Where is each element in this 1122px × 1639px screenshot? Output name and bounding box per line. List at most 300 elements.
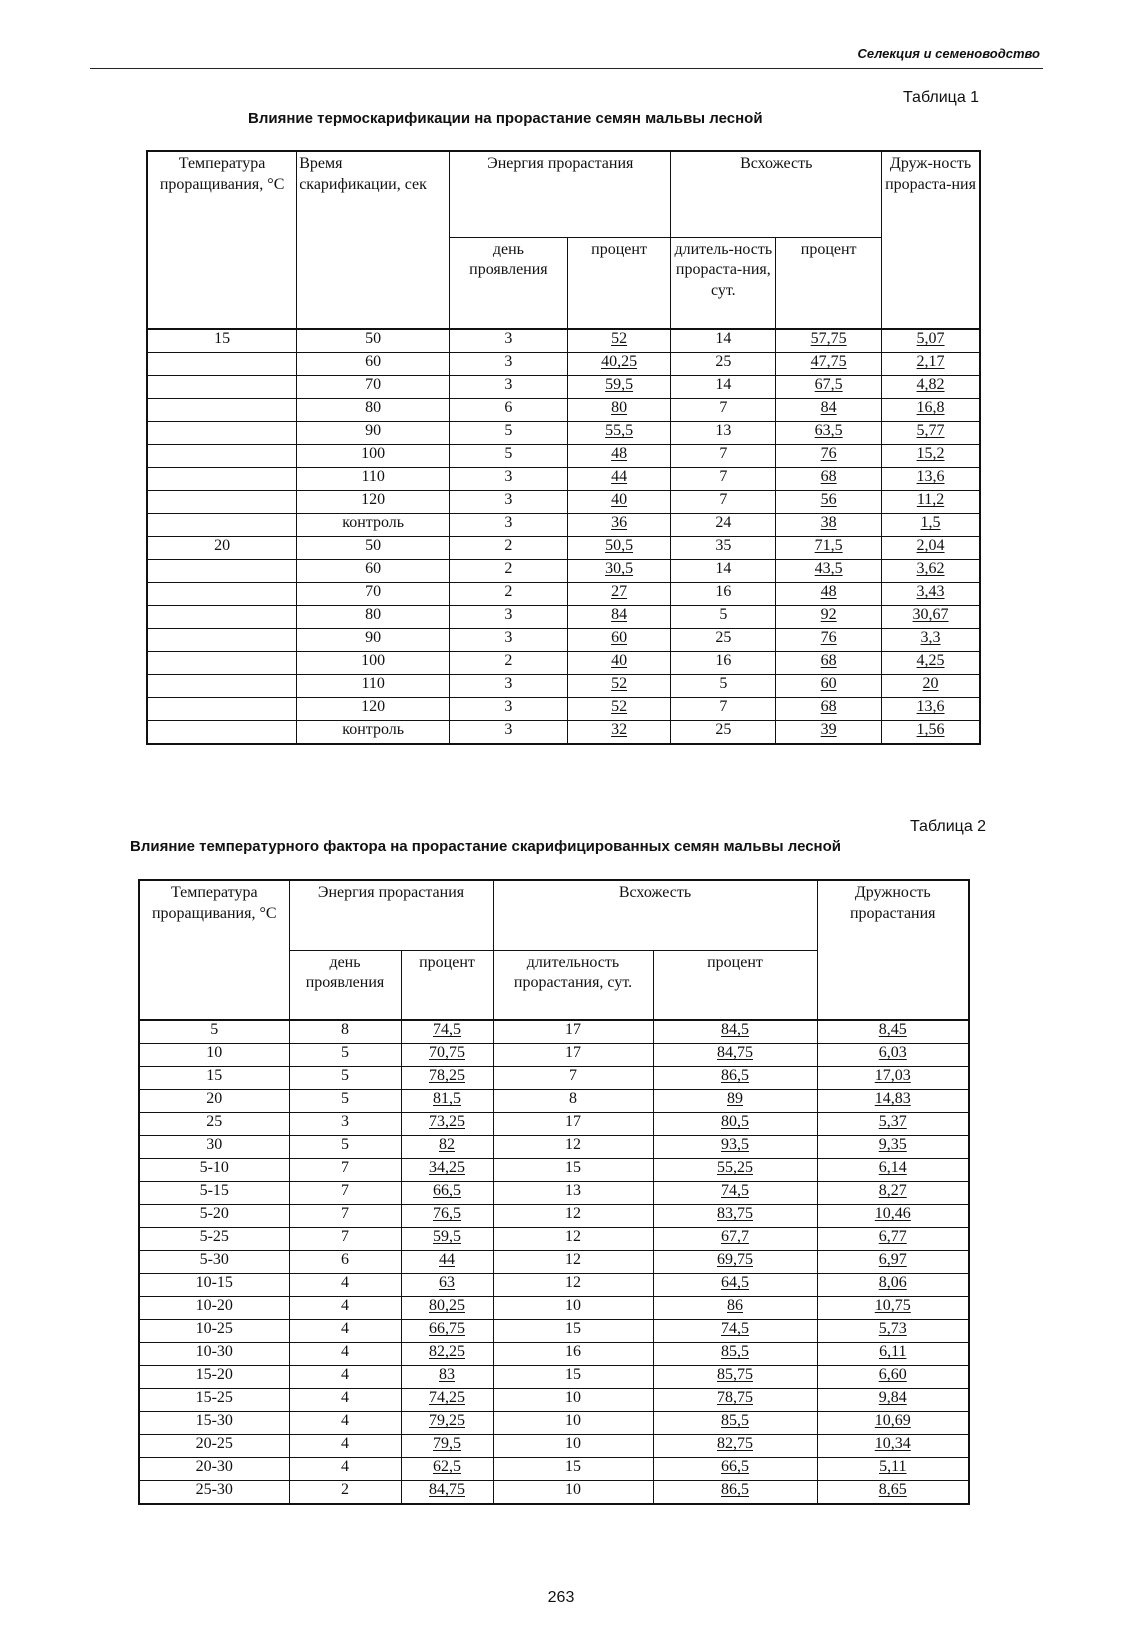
table-cell: 64,5 bbox=[653, 1274, 817, 1297]
table-cell: 34,25 bbox=[401, 1159, 493, 1182]
table-cell: 7 bbox=[671, 399, 776, 422]
table-cell bbox=[147, 445, 297, 468]
table-cell: 44 bbox=[567, 468, 671, 491]
table-cell: 74,25 bbox=[401, 1389, 493, 1412]
table-cell: 3 bbox=[450, 721, 568, 745]
table-cell: 85,75 bbox=[653, 1366, 817, 1389]
table-cell: 6,03 bbox=[817, 1044, 969, 1067]
table-cell: 30 bbox=[139, 1136, 289, 1159]
table-cell: 85,5 bbox=[653, 1412, 817, 1435]
table-cell: 17 bbox=[493, 1113, 653, 1136]
t1-header-percent2: процент bbox=[776, 237, 882, 329]
table-cell: 12 bbox=[493, 1228, 653, 1251]
t1-header-friendliness: Друж-ность прораста-ния bbox=[882, 151, 980, 329]
table-cell: 86,5 bbox=[653, 1481, 817, 1505]
table-cell: 10,46 bbox=[817, 1205, 969, 1228]
table-row bbox=[147, 514, 980, 537]
table-cell: 16,8 bbox=[882, 399, 980, 422]
table-cell: 15-25 bbox=[139, 1389, 289, 1412]
table-cell: 80 bbox=[297, 606, 450, 629]
table-cell bbox=[147, 468, 297, 491]
table-cell: 20 bbox=[147, 537, 297, 560]
table-cell: 7 bbox=[493, 1067, 653, 1090]
table-cell: 4 bbox=[289, 1274, 401, 1297]
table-row bbox=[147, 329, 980, 353]
table-cell bbox=[147, 560, 297, 583]
table-cell: 62,5 bbox=[401, 1458, 493, 1481]
table-cell: 66,5 bbox=[653, 1458, 817, 1481]
table-cell: 66,75 bbox=[401, 1320, 493, 1343]
table-cell: 16 bbox=[671, 652, 776, 675]
table-cell: 35 bbox=[671, 537, 776, 560]
table-cell: 83,75 bbox=[653, 1205, 817, 1228]
t2-header-percent2: процент bbox=[653, 950, 817, 1020]
table-cell: 39 bbox=[776, 721, 882, 745]
table-cell: 79,5 bbox=[401, 1435, 493, 1458]
t2-header-day: день проявления bbox=[289, 950, 401, 1020]
table-cell: 40 bbox=[567, 491, 671, 514]
table-cell: 30,67 bbox=[882, 606, 980, 629]
table-cell: 5 bbox=[289, 1090, 401, 1113]
table-cell: 25 bbox=[671, 629, 776, 652]
table-cell: 14 bbox=[671, 376, 776, 399]
table-cell: 110 bbox=[297, 675, 450, 698]
table-cell: 57,75 bbox=[776, 329, 882, 353]
table-cell: 13,6 bbox=[882, 468, 980, 491]
table-cell: 12 bbox=[493, 1251, 653, 1274]
table-cell: 3 bbox=[450, 329, 568, 353]
table-cell: 8 bbox=[289, 1020, 401, 1044]
table-cell: 3 bbox=[450, 629, 568, 652]
table-cell: 6,14 bbox=[817, 1159, 969, 1182]
t2-header-percent: процент bbox=[401, 950, 493, 1020]
table-cell: 5 bbox=[289, 1044, 401, 1067]
table-cell: 40,25 bbox=[567, 353, 671, 376]
table-cell: 84,75 bbox=[401, 1481, 493, 1505]
table-cell: 10,75 bbox=[817, 1297, 969, 1320]
table-cell: 120 bbox=[297, 491, 450, 514]
table-cell: 3 bbox=[450, 606, 568, 629]
table-cell: 3 bbox=[289, 1113, 401, 1136]
table-cell: 2,17 bbox=[882, 353, 980, 376]
table-row bbox=[147, 629, 980, 652]
table-cell: 10-30 bbox=[139, 1343, 289, 1366]
table-cell: 50,5 bbox=[567, 537, 671, 560]
table-cell: 1,56 bbox=[882, 721, 980, 745]
table2-label: Таблица 2 bbox=[910, 818, 987, 835]
table-cell: 15 bbox=[493, 1458, 653, 1481]
table-cell: 10,69 bbox=[817, 1412, 969, 1435]
table-cell: 10 bbox=[493, 1297, 653, 1320]
t1-header-germination: Всхожесть bbox=[671, 151, 882, 237]
table-cell: 3 bbox=[450, 376, 568, 399]
table-cell: 8,06 bbox=[817, 1274, 969, 1297]
table-cell: 6 bbox=[450, 399, 568, 422]
table-cell bbox=[147, 353, 297, 376]
table-cell: 80,5 bbox=[653, 1113, 817, 1136]
table-cell: 1,5 bbox=[882, 514, 980, 537]
table-cell: 25-30 bbox=[139, 1481, 289, 1505]
table-cell: 76 bbox=[776, 445, 882, 468]
table-cell: 67,7 bbox=[653, 1228, 817, 1251]
table-cell: 4 bbox=[289, 1297, 401, 1320]
table-cell: 5 bbox=[450, 445, 568, 468]
table-cell: 2 bbox=[450, 537, 568, 560]
table-row bbox=[139, 1044, 969, 1067]
table-cell bbox=[147, 422, 297, 445]
table-cell: 10 bbox=[493, 1412, 653, 1435]
table-row bbox=[139, 1297, 969, 1320]
table-cell: 5,73 bbox=[817, 1320, 969, 1343]
table-cell: 5-25 bbox=[139, 1228, 289, 1251]
table-cell: 2 bbox=[450, 583, 568, 606]
table-cell: 80,25 bbox=[401, 1297, 493, 1320]
table-cell: 24 bbox=[671, 514, 776, 537]
table-row bbox=[139, 1113, 969, 1136]
table-cell: 10-15 bbox=[139, 1274, 289, 1297]
table-row bbox=[139, 1205, 969, 1228]
table-cell: 14,83 bbox=[817, 1090, 969, 1113]
table-cell: 67,5 bbox=[776, 376, 882, 399]
table-cell: 70,75 bbox=[401, 1044, 493, 1067]
table-cell: 74,5 bbox=[401, 1020, 493, 1044]
table-cell: 8,65 bbox=[817, 1481, 969, 1505]
table-cell: 3 bbox=[450, 675, 568, 698]
table-cell: 4 bbox=[289, 1366, 401, 1389]
table-cell: 43,5 bbox=[776, 560, 882, 583]
table-row bbox=[147, 353, 980, 376]
table-cell: 5 bbox=[289, 1136, 401, 1159]
table-cell: 4,25 bbox=[882, 652, 980, 675]
table-cell: 6,60 bbox=[817, 1366, 969, 1389]
table-cell: 70 bbox=[297, 376, 450, 399]
table-row bbox=[139, 1343, 969, 1366]
table-cell bbox=[147, 698, 297, 721]
table1 bbox=[146, 150, 981, 745]
table-cell: 6 bbox=[289, 1251, 401, 1274]
table-cell: 59,5 bbox=[401, 1228, 493, 1251]
table-cell: 90 bbox=[297, 422, 450, 445]
table-row bbox=[147, 698, 980, 721]
table-cell: 52 bbox=[567, 698, 671, 721]
table-cell: 7 bbox=[289, 1182, 401, 1205]
table-row bbox=[147, 606, 980, 629]
table-row bbox=[139, 1090, 969, 1113]
table-cell: 48 bbox=[567, 445, 671, 468]
table-cell: 15 bbox=[147, 329, 297, 353]
table-cell: 25 bbox=[671, 353, 776, 376]
table-cell: 6,11 bbox=[817, 1343, 969, 1366]
table-cell: 50 bbox=[297, 329, 450, 353]
table-cell: 68 bbox=[776, 652, 882, 675]
table-cell: 10 bbox=[493, 1435, 653, 1458]
table-cell: 27 bbox=[567, 583, 671, 606]
table-cell: 15-30 bbox=[139, 1412, 289, 1435]
table-cell: 17 bbox=[493, 1020, 653, 1044]
table-cell: 5 bbox=[671, 675, 776, 698]
table-cell: 92 bbox=[776, 606, 882, 629]
table-row bbox=[147, 376, 980, 399]
table-cell: контроль bbox=[297, 721, 450, 745]
table-row bbox=[139, 1458, 969, 1481]
table-row bbox=[139, 1320, 969, 1343]
table-cell: 5 bbox=[289, 1067, 401, 1090]
table-cell: 14 bbox=[671, 560, 776, 583]
table-cell: 63,5 bbox=[776, 422, 882, 445]
table-cell: 84,5 bbox=[653, 1020, 817, 1044]
table-cell: 9,35 bbox=[817, 1136, 969, 1159]
table-cell bbox=[147, 606, 297, 629]
table-row bbox=[139, 1228, 969, 1251]
table-cell: 20 bbox=[139, 1090, 289, 1113]
table-cell: 55,25 bbox=[653, 1159, 817, 1182]
table-cell: 2 bbox=[289, 1481, 401, 1505]
table-cell: 5-30 bbox=[139, 1251, 289, 1274]
table-cell: 3 bbox=[450, 514, 568, 537]
table-cell: 30,5 bbox=[567, 560, 671, 583]
table-cell: 4 bbox=[289, 1343, 401, 1366]
table-cell: 100 bbox=[297, 445, 450, 468]
table-cell bbox=[147, 652, 297, 675]
table-cell: 20-25 bbox=[139, 1435, 289, 1458]
table-cell: 50 bbox=[297, 537, 450, 560]
table-cell: 90 bbox=[297, 629, 450, 652]
table-cell: 8,45 bbox=[817, 1020, 969, 1044]
table-cell: 6,97 bbox=[817, 1251, 969, 1274]
table-cell: 83 bbox=[401, 1366, 493, 1389]
t1-body bbox=[147, 329, 980, 744]
table-cell: 69,75 bbox=[653, 1251, 817, 1274]
t1-header-temperature: Температура проращивания, °С bbox=[147, 151, 297, 329]
table-cell: 25 bbox=[671, 721, 776, 745]
table-cell: 15 bbox=[493, 1159, 653, 1182]
table-cell: 4 bbox=[289, 1435, 401, 1458]
table-cell: 78,25 bbox=[401, 1067, 493, 1090]
table-row bbox=[139, 1159, 969, 1182]
table-cell: 8,27 bbox=[817, 1182, 969, 1205]
table-cell: 12 bbox=[493, 1274, 653, 1297]
table-cell bbox=[147, 399, 297, 422]
table-row bbox=[139, 1020, 969, 1044]
table-cell: 11,2 bbox=[882, 491, 980, 514]
table-cell: 81,5 bbox=[401, 1090, 493, 1113]
table-cell: 9,84 bbox=[817, 1389, 969, 1412]
table-cell: 4,82 bbox=[882, 376, 980, 399]
table-cell: 68 bbox=[776, 468, 882, 491]
table-cell: 2 bbox=[450, 652, 568, 675]
table-cell: 73,25 bbox=[401, 1113, 493, 1136]
table1-title: Влияние термоскарификации на прорастание семян мальвы лесной bbox=[248, 110, 763, 127]
table-cell: 13 bbox=[493, 1182, 653, 1205]
table-cell: 84,75 bbox=[653, 1044, 817, 1067]
table-cell: 84 bbox=[567, 606, 671, 629]
table-cell: 2,04 bbox=[882, 537, 980, 560]
table-cell: 10 bbox=[493, 1389, 653, 1412]
table-cell: 7 bbox=[671, 445, 776, 468]
table-cell: 56 bbox=[776, 491, 882, 514]
table-cell: 12 bbox=[493, 1205, 653, 1228]
table-row bbox=[147, 422, 980, 445]
table-cell: 93,5 bbox=[653, 1136, 817, 1159]
table-row bbox=[139, 1412, 969, 1435]
table-cell: 12 bbox=[493, 1136, 653, 1159]
table-row bbox=[147, 445, 980, 468]
table-cell: 4 bbox=[289, 1412, 401, 1435]
table-cell: 7 bbox=[671, 468, 776, 491]
table-cell bbox=[147, 491, 297, 514]
table-row bbox=[147, 560, 980, 583]
table-cell: 71,5 bbox=[776, 537, 882, 560]
table-cell: 4 bbox=[289, 1458, 401, 1481]
table-row bbox=[147, 675, 980, 698]
table-cell: 10-20 bbox=[139, 1297, 289, 1320]
table-cell: 70 bbox=[297, 583, 450, 606]
table-cell: 3,62 bbox=[882, 560, 980, 583]
table-cell bbox=[147, 721, 297, 745]
table-cell: 80 bbox=[567, 399, 671, 422]
table-cell: 17,03 bbox=[817, 1067, 969, 1090]
table-row bbox=[147, 537, 980, 560]
table-cell: 60 bbox=[776, 675, 882, 698]
table-cell: 60 bbox=[567, 629, 671, 652]
table-cell: 15 bbox=[493, 1366, 653, 1389]
table-cell: 52 bbox=[567, 675, 671, 698]
table-cell: 76,5 bbox=[401, 1205, 493, 1228]
table-cell: 36 bbox=[567, 514, 671, 537]
table-cell: 120 bbox=[297, 698, 450, 721]
table-cell: 3 bbox=[450, 353, 568, 376]
table-cell: 5,07 bbox=[882, 329, 980, 353]
table-cell: 2 bbox=[450, 560, 568, 583]
table2-title: Влияние температурного фактора на прорастание скарифицированных семян мальвы лесной bbox=[130, 838, 841, 855]
table-row bbox=[139, 1435, 969, 1458]
table-cell: 44 bbox=[401, 1251, 493, 1274]
table-cell: 14 bbox=[671, 329, 776, 353]
table-cell: 74,5 bbox=[653, 1182, 817, 1205]
table-cell: 86 bbox=[653, 1297, 817, 1320]
table-cell: 15,2 bbox=[882, 445, 980, 468]
table-cell: 4 bbox=[289, 1389, 401, 1412]
t2-header-germination: Всхожесть bbox=[493, 880, 817, 950]
table-cell: 5,11 bbox=[817, 1458, 969, 1481]
table-cell: 82,25 bbox=[401, 1343, 493, 1366]
table-cell: 3 bbox=[450, 468, 568, 491]
table-cell: 8 bbox=[493, 1090, 653, 1113]
t2-header-duration: длительность прорастания, сут. bbox=[493, 950, 653, 1020]
table-cell: 85,5 bbox=[653, 1343, 817, 1366]
table-row bbox=[147, 583, 980, 606]
table-cell: 68 bbox=[776, 698, 882, 721]
table-cell: 17 bbox=[493, 1044, 653, 1067]
header-rule bbox=[90, 68, 1043, 69]
table-cell: 20-30 bbox=[139, 1458, 289, 1481]
table-row bbox=[139, 1366, 969, 1389]
table-row bbox=[139, 1274, 969, 1297]
table-cell: 40 bbox=[567, 652, 671, 675]
table-cell bbox=[147, 629, 297, 652]
table-cell: 5-15 bbox=[139, 1182, 289, 1205]
table-cell bbox=[147, 583, 297, 606]
t1-header-time: Время скарификации, сек bbox=[297, 151, 450, 329]
table-cell: 3,3 bbox=[882, 629, 980, 652]
table-cell: 13,6 bbox=[882, 698, 980, 721]
table-cell: 32 bbox=[567, 721, 671, 745]
table-cell: 38 bbox=[776, 514, 882, 537]
table-cell: 66,5 bbox=[401, 1182, 493, 1205]
t1-header-energy: Энергия прорастания bbox=[450, 151, 671, 237]
table-row bbox=[139, 1136, 969, 1159]
table-cell: 7 bbox=[671, 698, 776, 721]
table-cell: 63 bbox=[401, 1274, 493, 1297]
table-cell: 80 bbox=[297, 399, 450, 422]
table-row bbox=[139, 1067, 969, 1090]
table-cell: 89 bbox=[653, 1090, 817, 1113]
table-cell: 7 bbox=[289, 1228, 401, 1251]
table-cell: 10 bbox=[139, 1044, 289, 1067]
table-cell: 7 bbox=[671, 491, 776, 514]
table-cell: 5,37 bbox=[817, 1113, 969, 1136]
table-cell: 6,77 bbox=[817, 1228, 969, 1251]
table-row bbox=[147, 721, 980, 745]
t2-body bbox=[139, 1020, 969, 1504]
table-cell: 82,75 bbox=[653, 1435, 817, 1458]
table-cell: 74,5 bbox=[653, 1320, 817, 1343]
table-cell: 25 bbox=[139, 1113, 289, 1136]
table-cell: 82 bbox=[401, 1136, 493, 1159]
table-cell: 52 bbox=[567, 329, 671, 353]
table-cell: контроль bbox=[297, 514, 450, 537]
table-cell: 78,75 bbox=[653, 1389, 817, 1412]
table-cell: 60 bbox=[297, 560, 450, 583]
table-cell: 5-20 bbox=[139, 1205, 289, 1228]
table-cell: 10,34 bbox=[817, 1435, 969, 1458]
running-header: Селекция и семеноводство bbox=[857, 46, 1040, 61]
table-cell: 16 bbox=[671, 583, 776, 606]
table-cell: 3,43 bbox=[882, 583, 980, 606]
table-cell: 5 bbox=[450, 422, 568, 445]
table-cell: 4 bbox=[289, 1320, 401, 1343]
table-row bbox=[147, 468, 980, 491]
table-cell: 5,77 bbox=[882, 422, 980, 445]
table-cell: 55,5 bbox=[567, 422, 671, 445]
table-cell: 15 bbox=[493, 1320, 653, 1343]
table-cell: 20 bbox=[882, 675, 980, 698]
table-cell: 7 bbox=[289, 1205, 401, 1228]
table-cell: 15-20 bbox=[139, 1366, 289, 1389]
table-row bbox=[147, 399, 980, 422]
table-cell: 59,5 bbox=[567, 376, 671, 399]
table-row bbox=[139, 1481, 969, 1505]
table-cell: 110 bbox=[297, 468, 450, 491]
table-row bbox=[147, 491, 980, 514]
table-cell: 13 bbox=[671, 422, 776, 445]
table-cell: 5-10 bbox=[139, 1159, 289, 1182]
t1-header-day: день проявления bbox=[450, 237, 568, 329]
table-cell: 5 bbox=[671, 606, 776, 629]
table-cell: 60 bbox=[297, 353, 450, 376]
table-cell: 10 bbox=[493, 1481, 653, 1505]
t1-header-duration: длитель-ность прораста-ния, сут. bbox=[671, 237, 776, 329]
table-cell: 47,75 bbox=[776, 353, 882, 376]
table-cell: 3 bbox=[450, 698, 568, 721]
table1-label: Таблица 1 bbox=[903, 89, 980, 106]
table-cell: 48 bbox=[776, 583, 882, 606]
t2-header-energy: Энергия прорастания bbox=[289, 880, 493, 950]
page-number: 263 bbox=[547, 1589, 575, 1606]
table-cell bbox=[147, 514, 297, 537]
table-cell bbox=[147, 675, 297, 698]
table-cell: 10-25 bbox=[139, 1320, 289, 1343]
